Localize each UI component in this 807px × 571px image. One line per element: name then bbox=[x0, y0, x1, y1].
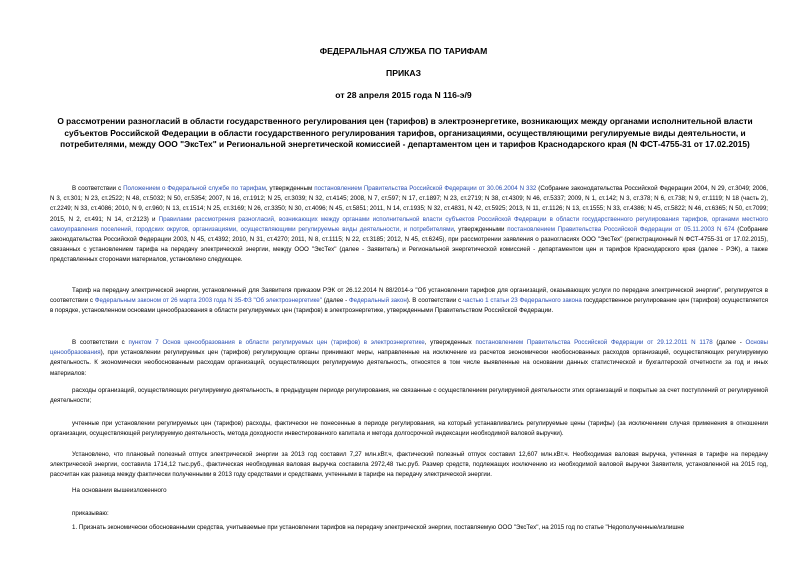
link-government-decree-1178[interactable]: постановлением Правительства Российской Федерации от 29.12.2011 N 1178 bbox=[475, 339, 713, 346]
paragraph-findings: Установлено, что плановый полезный отпуск электрической энергии за 2013 год составил 7,27 млн.кВт.ч, фактический полезный отпуск составил 12,607 млн.кВт.ч. Необходимая валовая выручка, учтенная в тарифе на передачу электрической энергии, составила 1714,12 тыс.руб., фактическая необходимая валовая выручка составила 2972,48 тыс.руб. Размер средств, подлежащих исключению из необходимой валовой выручки Заявителя, установленной на 2015 год, рассчитан как разница между фактически полученными в 2013 году средствами и средствами, учтенными в тарифе на передачу электрической энергии. bbox=[50, 451, 768, 479]
paragraph-unjustified-costs-2: учтенные при установлении регулируемых цен (тарифов) расходы, фактически не понесенные в периоде регулирования, на который устанавливались регулируемые цены (тарифы) (за исключением случая применения в отношении организации, осуществляющей регулируемую деятельность, метода доходности инвестированного капитала и метода долгосрочной индексации необходимой валовой выручки). bbox=[50, 420, 768, 438]
text-run: , утвержденных bbox=[424, 339, 476, 346]
paragraph-order-word: приказываю: bbox=[72, 510, 109, 517]
text-run: (далее - bbox=[321, 297, 349, 305]
link-federal-law[interactable]: Федеральный закон bbox=[348, 297, 407, 305]
text-run: , утвержденным bbox=[265, 185, 315, 192]
link-dispute-rules[interactable]: Правилами рассмотрения разногласий, возникающих между органами исполнительной власти субъектов Российской Федерации в области государственного регулирования тарифов, органами местного самоуправления поселений, городских округов, организациями, осуществляющими регулируемые виды деятельности, и потребителями bbox=[50, 215, 768, 233]
link-fst-regulation[interactable]: Положением о Федеральной службе по тарифам bbox=[123, 185, 266, 192]
paragraph-order-item-1: 1. Признать экономически обоснованными средства, учитываемые при установлении тарифов на передачу электрической энергии, поставляемую ООО "ЭксТех", на 2015 год по статье "Недополученные/излишне bbox=[72, 524, 685, 531]
link-article-23-part-1[interactable]: частью 1 статьи 23 Федерального закона bbox=[462, 297, 582, 305]
link-pricing-basics[interactable]: Основы ценообразования bbox=[50, 339, 768, 357]
paragraph-preamble bbox=[50, 184, 768, 266]
text-run: В соответствии с bbox=[72, 185, 124, 192]
paragraph-unjustified-costs-1: расходы организаций, осуществляющих регулируемую деятельность, в предыдущем периоде регулирования, не связанные с осуществлением регулируемой деятельности этих организаций и покрытые за счет поступлений от регулируемой деятельности; bbox=[50, 387, 768, 405]
text-run: ), при установлении регулируемых цен (тарифов) регулирующие органы принимают меры, направленные на исключение из расчетов экономически необоснованных расходов организаций, осуществляющих регулируемую деятельность. К экономически необоснованным расходам организаций, осуществляющих регулируемую деятельность, относятся в том числе выявленные на основании данных статистической и бухгалтерской отчетности за год и иных материалов: bbox=[50, 349, 768, 377]
agency-heading: ФЕДЕРАЛЬНАЯ СЛУЖБА ПО ТАРИФАМ bbox=[319, 46, 488, 56]
text-run: (Собрание законодательства Российской Федерации 2004, N 29, ст.3049; 2006, N 3, ст.301; N 23, ст.2522; N 48, ст.5032; N 50, ст.5354; 2007, N 16, ст.1912; N 25, ст.3039; N 32, ст.4145; 2008, N 7, ст.597; N 17, ст.1897; N 23, ст.2719; N 38, ст.4309; N 46, ст.5337; 2009, N 1, ст.142; N 3, ст.378; N 6, ст.738; N 9, ст.1119; N 18 (часть 2), ст.2249; N 33, ст.4086; 2010, N 9, ст.960; N 13, ст.1514; N 25, ст.3169; N 26, ст.3350; N 30, ст.4096; N 45, ст.5851; 2011, N 14, ст.1935; N 32, ст.4831, N 42, ст.5925; 2013, N 11, ст.1126; N 13, ст.1555; N 33, ст.4386; N 45, ст.5822; N 46, ст.6365; N 50, ст.7099; 2015, N 2, ст.491; N 14, ст.2123) и bbox=[50, 185, 769, 223]
text-run: , утвержденными bbox=[453, 225, 508, 233]
paragraph-basis: На основании вышеизложенного bbox=[72, 487, 167, 494]
document-title: О рассмотрении разногласий в области государственного регулирования цен (тарифов) в электроэнергетике, возникающих между органами исполнительной власти субъектов Российской Федерации в области государственного регулирования тарифов, организациями, осуществляющими регулируемые виды деятельности, и потребителями, между ООО "ЭксТех" и Региональной энергетической комиссией - департаментом цен и тарифов Краснодарского края (N ФСТ-4755-31 от 17.02.2015) bbox=[57, 116, 753, 149]
link-federal-law-35fz[interactable]: Федеральным законом от 26 марта 2003 года N 35-ФЗ "Об электроэнергетике" bbox=[94, 297, 322, 305]
paragraph-tariff-regulation bbox=[50, 286, 768, 317]
text-run: В соответствии с bbox=[72, 339, 129, 346]
text-run: Тариф на передачу электрической энергии, установленный для Заявителя приказом РЭК от 26.12.2014 N 88/2014-э "Об установлении тарифов для организаций, оказывающих услуги по передаче электрической энергии", регулируется в соответствии с bbox=[50, 287, 768, 305]
document-date-number: от 28 апреля 2015 года N 116-э/9 bbox=[335, 90, 472, 100]
text-run: ). В соответствии с bbox=[406, 297, 463, 305]
link-government-decree-332[interactable]: постановлением Правительства Российской Федерации от 30.06.2004 N 332 bbox=[314, 185, 537, 192]
text-run: государственное регулирование цен (тарифов) осуществляется в порядке, установленном основами ценообразования в области регулируемых цен (тарифов) в электроэнергетике, утвержденными Правительством Российской Федерации. bbox=[50, 297, 769, 315]
paragraph-pricing-basics bbox=[50, 338, 768, 379]
link-pricing-basics-item-7[interactable]: пунктом 7 Основ ценообразования в области регулируемых цен (тарифов) в электроэнергетике bbox=[128, 339, 425, 346]
text-run: (далее - bbox=[712, 339, 746, 346]
text-run: (Собрание законодательства Российской Федерации 2003, N 45, ст.4392; 2010, N 31, ст.4270; 2011, N 8, ст.1115; N 22, ст.3185; 2012, N 45, ст.6245), при рассмотрении заявления о разногласиях ООО "ЭксТех" (регистрационный N ФСТ-4755-31 от 17.02.2015), связанных с установлением тарифа на передачу электрической энергии, между ООО "ЭксТех" (далее - Заявитель) и Региональной энергетической комиссией - департаментом цен и тарифов Краснодарского края (далее - РЭК), а также представленных сторонами материалов, установлено следующее. bbox=[50, 225, 768, 264]
link-government-decree-674[interactable]: постановлением Правительства Российской Федерации от 05.11.2003 N 674 bbox=[507, 225, 735, 233]
document-type-heading: ПРИКАЗ bbox=[386, 68, 421, 78]
